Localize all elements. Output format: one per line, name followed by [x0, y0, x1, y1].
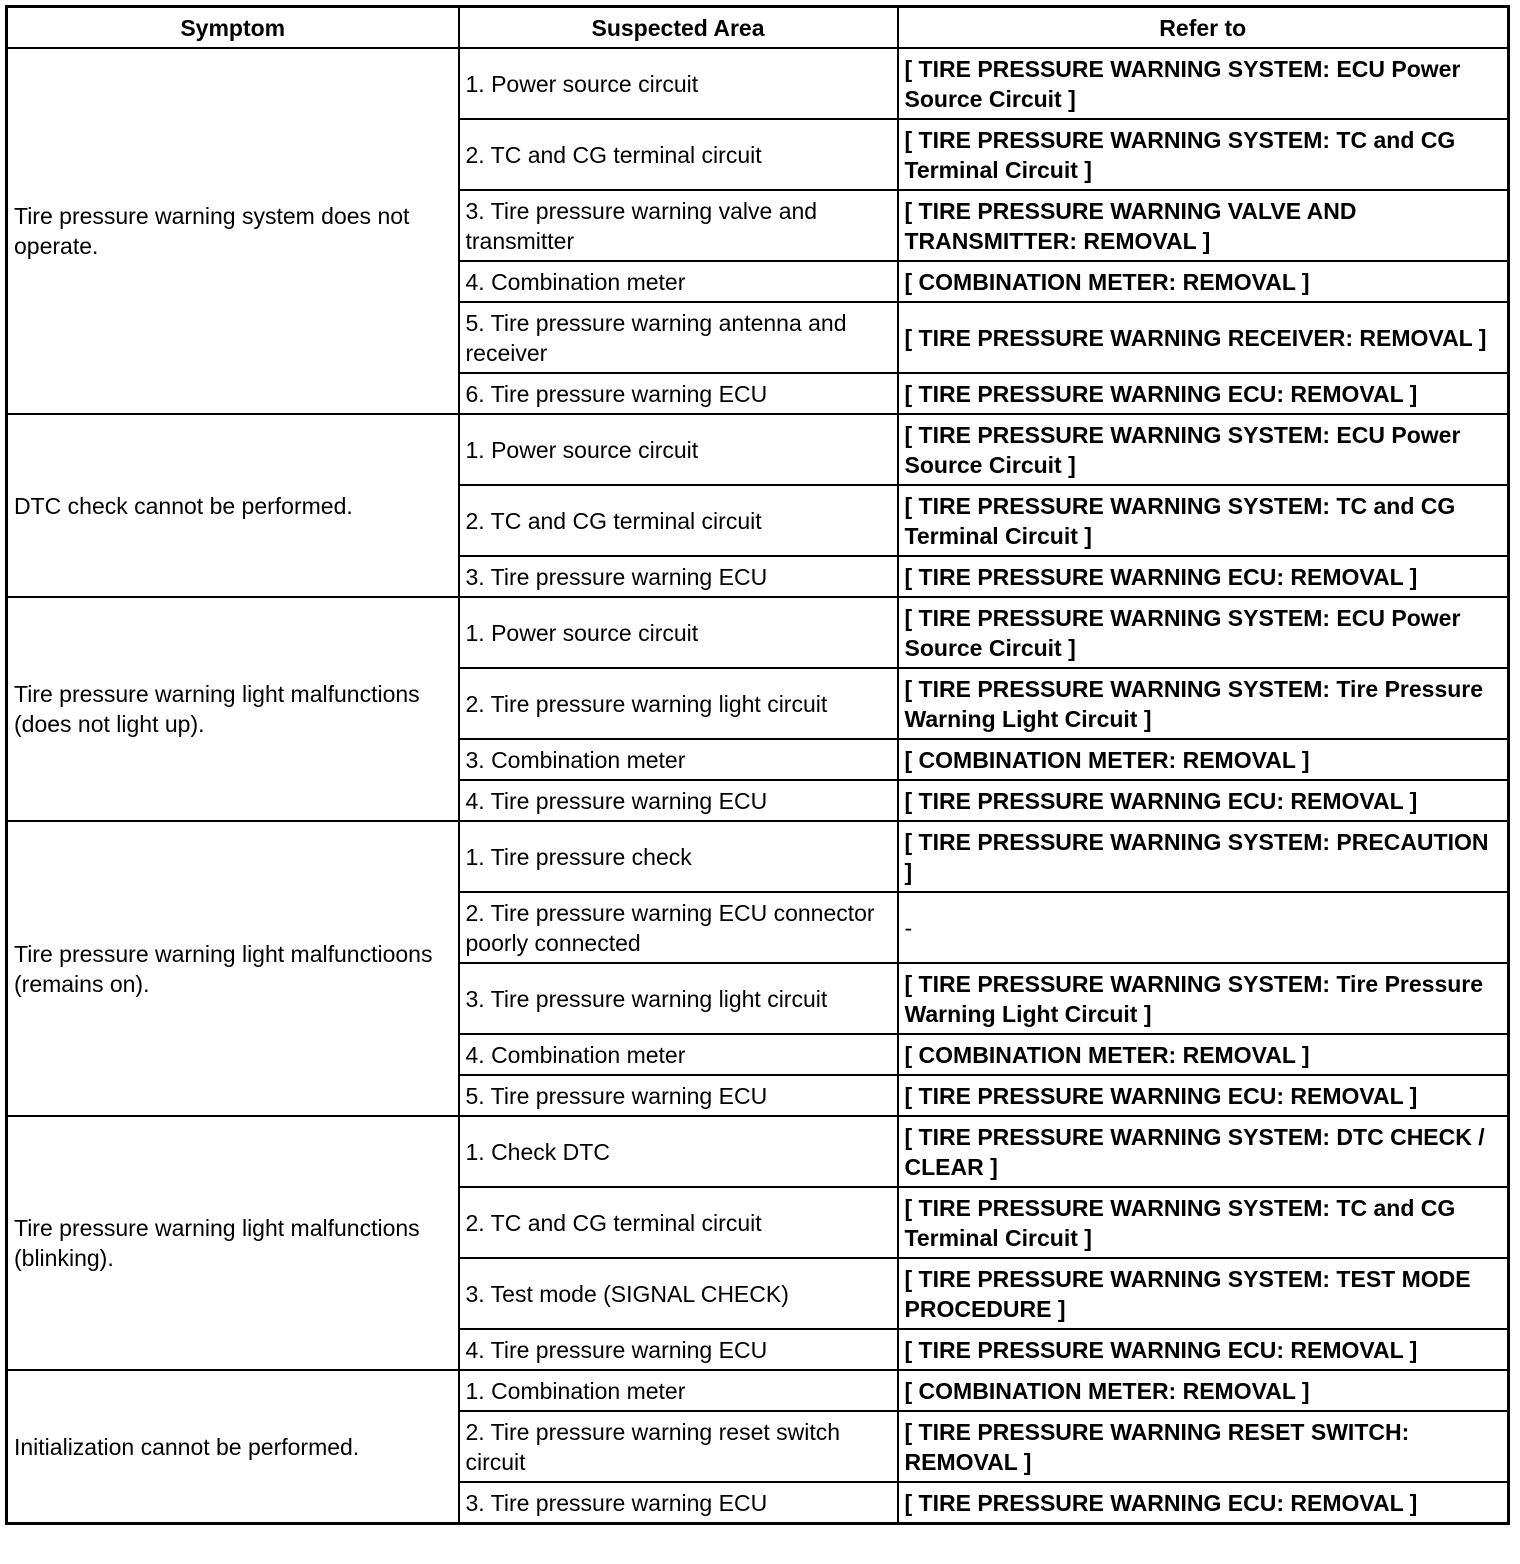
suspected-area-cell: 5. Tire pressure warning ECU	[459, 1075, 898, 1116]
refer-to-link[interactable]: [ TIRE PRESSURE WARNING ECU: REMOVAL ]	[898, 1329, 1509, 1370]
symptom-cell: Tire pressure warning system does not operate.	[7, 48, 459, 414]
table-row	[7, 414, 1509, 485]
suspected-area-cell: 3. Tire pressure warning ECU	[459, 1482, 898, 1524]
symptom-cell: Tire pressure warning light malfunctioons (remains on).	[7, 821, 459, 1116]
refer-to-link[interactable]: [ COMBINATION METER: REMOVAL ]	[898, 261, 1509, 302]
refer-to-link[interactable]: [ TIRE PRESSURE WARNING ECU: REMOVAL ]	[898, 556, 1509, 597]
symptom-cell: Tire pressure warning light malfunctions (blinking).	[7, 1116, 459, 1370]
table-row	[7, 1116, 1509, 1187]
suspected-area-cell: 2. Tire pressure warning light circuit	[459, 668, 898, 739]
refer-to-link[interactable]: [ TIRE PRESSURE WARNING ECU: REMOVAL ]	[898, 1075, 1509, 1116]
suspected-area-cell: 3. Test mode (SIGNAL CHECK)	[459, 1258, 898, 1329]
suspected-area-cell: 2. Tire pressure warning reset switch circuit	[459, 1411, 898, 1482]
refer-to-link[interactable]: [ TIRE PRESSURE WARNING SYSTEM: TC and CG Terminal Circuit ]	[898, 119, 1509, 190]
suspected-area-cell: 1. Power source circuit	[459, 597, 898, 668]
suspected-area-cell: 2. TC and CG terminal circuit	[459, 1187, 898, 1258]
table-row	[7, 1370, 1509, 1411]
symptom-cell: DTC check cannot be performed.	[7, 414, 459, 597]
suspected-area-cell: 4. Tire pressure warning ECU	[459, 1329, 898, 1370]
refer-to-link[interactable]: [ TIRE PRESSURE WARNING RESET SWITCH: REMOVAL ]	[898, 1411, 1509, 1482]
suspected-area-cell: 3. Tire pressure warning valve and transmitter	[459, 190, 898, 261]
table-header-row	[7, 7, 1509, 49]
refer-to-link[interactable]: [ TIRE PRESSURE WARNING SYSTEM: ECU Power Source Circuit ]	[898, 414, 1509, 485]
suspected-area-cell: 3. Tire pressure warning light circuit	[459, 963, 898, 1034]
refer-to-link[interactable]: [ TIRE PRESSURE WARNING SYSTEM: Tire Pressure Warning Light Circuit ]	[898, 963, 1509, 1034]
header-symptom: Symptom	[7, 7, 459, 49]
refer-to-link[interactable]: [ TIRE PRESSURE WARNING SYSTEM: ECU Power Source Circuit ]	[898, 597, 1509, 668]
suspected-area-cell: 4. Tire pressure warning ECU	[459, 780, 898, 821]
refer-to-link[interactable]: [ COMBINATION METER: REMOVAL ]	[898, 1370, 1509, 1411]
suspected-area-cell: 4. Combination meter	[459, 1034, 898, 1075]
refer-to-link[interactable]: [ TIRE PRESSURE WARNING SYSTEM: TEST MODE PROCEDURE ]	[898, 1258, 1509, 1329]
problem-symptoms-table	[5, 5, 1510, 1525]
suspected-area-cell: 3. Tire pressure warning ECU	[459, 556, 898, 597]
suspected-area-cell: 2. Tire pressure warning ECU connector poorly connected	[459, 892, 898, 963]
refer-to-empty: -	[898, 892, 1509, 963]
suspected-area-cell: 1. Power source circuit	[459, 414, 898, 485]
suspected-area-cell: 5. Tire pressure warning antenna and receiver	[459, 302, 898, 373]
suspected-area-cell: 2. TC and CG terminal circuit	[459, 485, 898, 556]
refer-to-link[interactable]: [ COMBINATION METER: REMOVAL ]	[898, 1034, 1509, 1075]
table-row	[7, 597, 1509, 668]
refer-to-link[interactable]: [ TIRE PRESSURE WARNING VALVE AND TRANSMITTER: REMOVAL ]	[898, 190, 1509, 261]
suspected-area-cell: 1. Check DTC	[459, 1116, 898, 1187]
suspected-area-cell: 1. Power source circuit	[459, 48, 898, 119]
suspected-area-cell: 1. Tire pressure check	[459, 821, 898, 892]
suspected-area-cell: 3. Combination meter	[459, 739, 898, 780]
table-row	[7, 821, 1509, 892]
refer-to-link[interactable]: [ TIRE PRESSURE WARNING SYSTEM: TC and CG Terminal Circuit ]	[898, 485, 1509, 556]
symptom-cell: Tire pressure warning light malfunctions (does not light up).	[7, 597, 459, 821]
troubleshooting-table-container	[5, 5, 1510, 1525]
header-suspected-area: Suspected Area	[459, 7, 898, 49]
refer-to-link[interactable]: [ TIRE PRESSURE WARNING SYSTEM: ECU Power Source Circuit ]	[898, 48, 1509, 119]
refer-to-link[interactable]: [ TIRE PRESSURE WARNING SYSTEM: Tire Pressure Warning Light Circuit ]	[898, 668, 1509, 739]
refer-to-link[interactable]: [ TIRE PRESSURE WARNING ECU: REMOVAL ]	[898, 1482, 1509, 1524]
refer-to-link[interactable]: [ TIRE PRESSURE WARNING RECEIVER: REMOVAL ]	[898, 302, 1509, 373]
refer-to-link[interactable]: [ TIRE PRESSURE WARNING SYSTEM: PRECAUTION ]	[898, 821, 1509, 892]
table-row	[7, 48, 1509, 119]
refer-to-link[interactable]: [ TIRE PRESSURE WARNING SYSTEM: DTC CHECK / CLEAR ]	[898, 1116, 1509, 1187]
refer-to-link[interactable]: [ TIRE PRESSURE WARNING ECU: REMOVAL ]	[898, 373, 1509, 414]
refer-to-link[interactable]: [ TIRE PRESSURE WARNING ECU: REMOVAL ]	[898, 780, 1509, 821]
refer-to-link[interactable]: [ TIRE PRESSURE WARNING SYSTEM: TC and CG Terminal Circuit ]	[898, 1187, 1509, 1258]
symptom-cell: Initialization cannot be performed.	[7, 1370, 459, 1524]
refer-to-link[interactable]: [ COMBINATION METER: REMOVAL ]	[898, 739, 1509, 780]
suspected-area-cell: 1. Combination meter	[459, 1370, 898, 1411]
suspected-area-cell: 6. Tire pressure warning ECU	[459, 373, 898, 414]
suspected-area-cell: 2. TC and CG terminal circuit	[459, 119, 898, 190]
header-refer-to: Refer to	[898, 7, 1509, 49]
suspected-area-cell: 4. Combination meter	[459, 261, 898, 302]
